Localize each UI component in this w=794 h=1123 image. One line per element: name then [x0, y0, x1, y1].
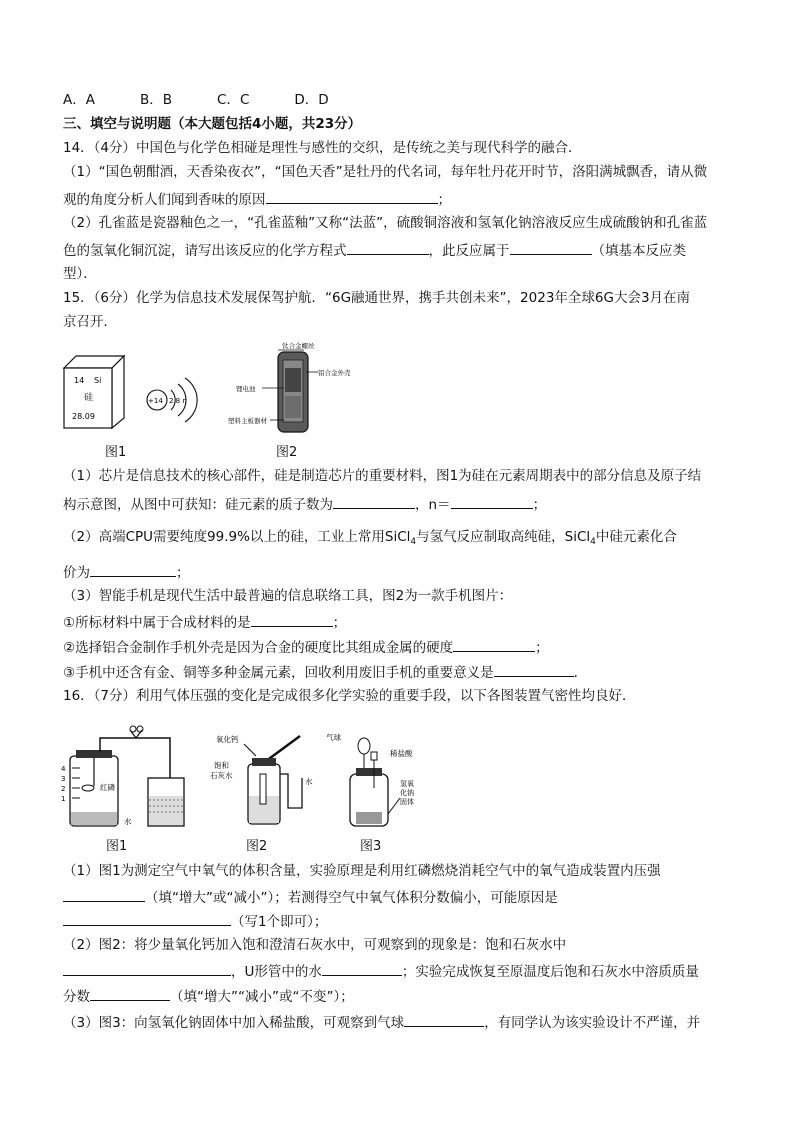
- q15-c3-end: ．: [573, 665, 588, 681]
- q14-p2-text-c: （填基本反应类: [591, 243, 686, 259]
- element-symbol: Si: [94, 376, 102, 385]
- q15-c1-line: [63, 612, 346, 632]
- q15-p3: （3）智能手机是现代生活中最普遍的信息联络工具，图2为一款手机图片：: [63, 588, 513, 604]
- q15-blank-3[interactable]: [90, 562, 176, 577]
- section-title: 三、填空与说明题（本大题包括4小题，共23分）: [63, 116, 362, 132]
- q15-p2-text-d: 价为: [63, 565, 90, 581]
- q16-blank-6[interactable]: [404, 1012, 484, 1027]
- q15-fig2-caption: 图2: [276, 445, 298, 460]
- q15-stem-line1: 15．（6分）化学为信息技术发展保驾护航．“6G融通世界，携手共创未来”，2023年全球6G大会3月在南: [63, 290, 691, 306]
- q16-blank-2[interactable]: [63, 911, 231, 926]
- q14-p2-line1: （2）孔雀蓝是瓷器釉色之一，“孔雀蓝釉”又称“法蓝”，硫酸铜溶液和氢氧化钠溶液反应生成硫酸钠和孔雀蓝: [63, 215, 708, 231]
- q15-p2-text-c: 中硅元素化合: [595, 529, 677, 545]
- q16-blank-1[interactable]: [63, 887, 145, 902]
- element-name: 硅: [84, 393, 94, 403]
- element-mass: 28.09: [72, 412, 95, 421]
- q16-p2-text-c: 分数: [63, 989, 90, 1005]
- q16-p2-line2: [63, 961, 699, 981]
- label-water: 水: [124, 817, 132, 826]
- phone-label-battery: 锂电池: [236, 385, 256, 393]
- q16-p3-text-b: ，有同学认为该实验设计不严谨，并: [484, 1015, 701, 1031]
- q15-c1-end: ；: [332, 615, 347, 631]
- q15-c1-text: ①所标材料中属于合成材料的是: [63, 615, 251, 631]
- q15-fig1-caption: 图1: [105, 445, 127, 460]
- q16-p1-line3: [63, 911, 327, 931]
- q16-figure1: [58, 716, 188, 832]
- tick-3: 3: [61, 775, 66, 783]
- q15-p2-line1: [63, 528, 677, 551]
- option-b: B．B: [139, 92, 173, 108]
- q15-p1-text-a: 构示意图，从图中可获知：硅元素的质子数为: [63, 497, 333, 513]
- label-naoh-3: 固体: [400, 798, 414, 806]
- phone-label-board: 塑料主板器材: [228, 417, 267, 425]
- q15-c3-text: ③手机中还含有金、铜等多种金属元素，回收利用废旧手机的重要意义是: [63, 665, 494, 681]
- label-naoh-2: 化钠: [400, 789, 414, 797]
- q15-p1-line1: （1）芯片是信息技术的核心部件，硅是制造芯片的重要材料，图1为硅在元素周期表中的部分信息及原子结: [63, 468, 702, 484]
- q14-blank-1[interactable]: [266, 189, 438, 204]
- label-hcl: 稀盐酸: [390, 749, 413, 758]
- q14-p1-end: ；: [437, 192, 451, 208]
- q16-figure2: [208, 728, 318, 832]
- q16-fig1-caption: 图1: [106, 839, 128, 854]
- q16-p2-text-d: （填“增大”“减小”或“不变”）；: [170, 989, 354, 1005]
- label-balloon: 气球: [326, 733, 341, 742]
- phone-label-shell: 铝合金外壳: [318, 369, 351, 377]
- q16-p1-text-c: （写1个即可）；: [231, 914, 328, 930]
- option-c: C．C: [217, 92, 250, 108]
- option-a: A．A: [63, 92, 95, 108]
- q16-p1-text-b: （填“增大”或“减小”）；若测得空气中氧气体积分数偏小，可能原因是: [145, 890, 558, 906]
- phone-label-screw: 钛合金螺丝: [282, 342, 315, 350]
- q15-blank-6[interactable]: [494, 662, 574, 677]
- q15-figure2: [226, 338, 376, 436]
- q15-p1-line2: [63, 494, 546, 514]
- q16-p3-line: [63, 1012, 700, 1032]
- q14-p1-line2: [63, 189, 451, 209]
- nucleus-charge: +14: [148, 397, 163, 405]
- q14-p1-line1: （1）“国色朝酣酒，天香染夜衣”，“国色天香”是牡丹的代名词，每年牡丹花开时节，洛阳满城飘香，请从微: [63, 164, 708, 180]
- q16-blank-3[interactable]: [63, 961, 231, 976]
- label-limewater-1: 饱和: [214, 761, 229, 770]
- q15-blank-5[interactable]: [453, 637, 535, 652]
- element-number: 14: [74, 376, 85, 385]
- q16-stem: 16．（7分）利用气体压强的变化是完成很多化学实验的重要手段，以下各图装置气密性均良好．: [63, 688, 636, 704]
- q15-p2-sub-1: 4: [410, 537, 417, 547]
- answer-options: [63, 91, 329, 109]
- q15-c2-line: [63, 637, 549, 657]
- q15-blank-4[interactable]: [251, 612, 333, 627]
- q16-p3-text-a: （3）图3：向氢氧化钠固体中加入稀盐酸，可观察到气球: [63, 1015, 405, 1031]
- q15-p2-sub-2: 4: [590, 537, 596, 547]
- label-limewater-2: 石灰水: [210, 771, 233, 780]
- q15-p2-end: ；: [176, 565, 190, 581]
- q14-blank-2[interactable]: [347, 240, 429, 255]
- tick-1: 1: [61, 795, 66, 803]
- q16-p2-line3: [63, 986, 354, 1006]
- q14-p2-line3: 型）．: [63, 266, 97, 282]
- q14-stem: 14．（4分）中国色与化学色相碰是理性与感性的交织，是传统之美与现代科学的融合．: [63, 140, 582, 156]
- q15-p2-line2: [63, 562, 190, 582]
- q16-p2-text-a: ，U形管中的水: [231, 964, 322, 980]
- q14-p1-text: 观的角度分析人们闻到香味的原因: [63, 192, 266, 208]
- electron-shells: 2 8 n: [169, 397, 187, 405]
- q15-figure1: [60, 352, 210, 430]
- q16-p1-line1: （1）图1为测定空气中氧气的体积含量，实验原理是利用红磷燃烧消耗空气中的氧气造成装置内压强: [63, 863, 661, 879]
- q15-stem-line2: 京召开．: [63, 314, 117, 330]
- tick-4: 4: [61, 765, 66, 773]
- q15-p1-text-b: ，n＝: [415, 497, 451, 513]
- q15-p2-text-a: （2）高端CPU需要纯度99.9%以上的硅，工业上常用SiCl: [63, 529, 411, 545]
- q15-c2-text: ②选择铝合金制作手机外壳是因为合金的硬度比其组成金属的硬度: [63, 640, 454, 656]
- label-red-phosphorus: 红磷: [100, 783, 115, 792]
- q16-fig3-caption: 图3: [360, 839, 382, 854]
- q14-blank-3[interactable]: [510, 240, 592, 255]
- q14-p2-text-b: ，此反应属于: [428, 243, 510, 259]
- label-naoh-1: 氢氧: [400, 780, 414, 788]
- q15-p1-end: ；: [532, 497, 547, 513]
- q14-p2-line2: [63, 240, 686, 260]
- q16-fig2-caption: 图2: [246, 839, 268, 854]
- q15-p2-text-b: 与氢气反应制取高纯硅，SiCl: [416, 529, 591, 545]
- q16-p2-line1: （2）图2：将少量氧化钙加入饱和澄清石灰水中，可观察到的现象是：饱和石灰水中: [63, 937, 567, 953]
- q16-blank-5[interactable]: [90, 986, 170, 1001]
- q15-c2-end: ；: [535, 640, 549, 656]
- option-d: D．D: [294, 92, 329, 108]
- q15-blank-1[interactable]: [333, 494, 415, 509]
- q16-figure3: [320, 728, 430, 832]
- q16-p1-line2: [63, 887, 558, 907]
- label-cao: 氧化钙: [216, 735, 239, 744]
- q14-p2-text-a: 色的氢氧化铜沉淀，请写出该反应的化学方程式: [63, 243, 347, 259]
- tick-2: 2: [61, 785, 66, 793]
- label-water-2: 水: [305, 777, 313, 786]
- q15-c3-line: [63, 662, 587, 682]
- q15-blank-2[interactable]: [451, 494, 533, 509]
- q16-blank-4[interactable]: [322, 961, 402, 976]
- q16-p2-text-b: ；实验完成恢复至原温度后饱和石灰水中溶质质量: [401, 964, 699, 980]
